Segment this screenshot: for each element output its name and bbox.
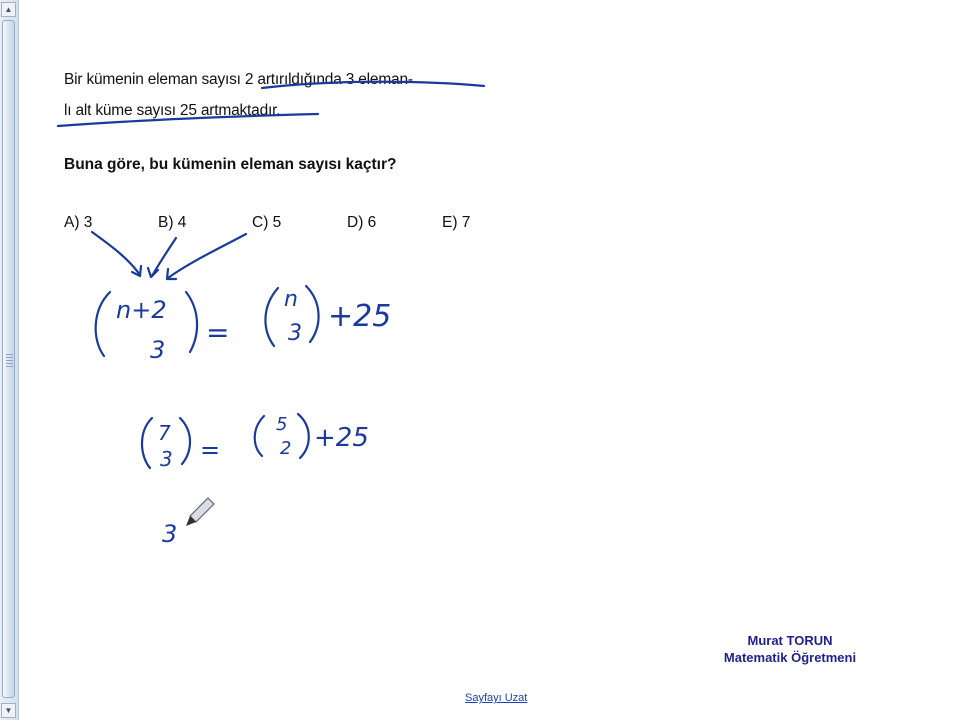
- scroll-down-arrow-icon[interactable]: ▼: [1, 703, 16, 718]
- underline-stroke-1: [262, 82, 484, 88]
- hw-line2-equals: =: [200, 436, 221, 464]
- choice-b: B) 4: [158, 214, 187, 231]
- arrow-b: [152, 238, 176, 276]
- arrow-a: [92, 232, 140, 275]
- hw-line2-right-top: 5: [276, 414, 288, 435]
- hw-line1-left-bottom: 3: [150, 336, 166, 364]
- hw-line1-left-top: n+2: [116, 296, 167, 324]
- hw-line1-right-bottom: 3: [288, 321, 302, 346]
- paren-right-1b: [306, 286, 319, 342]
- hw-line2-left-bottom: 3: [160, 447, 173, 471]
- paren-right-1: [186, 292, 197, 352]
- hw-line3: 3: [162, 520, 178, 548]
- paren-left-1b: [265, 288, 278, 346]
- hw-line2-right-bottom: 2: [280, 438, 292, 459]
- hw-line1-right-top: n: [284, 287, 298, 312]
- paren-left-2: [142, 418, 152, 468]
- author-name: Murat TORUN: [747, 633, 833, 648]
- author-block: [700, 632, 880, 666]
- hw-line2-plus: +25: [314, 423, 369, 453]
- question-line-2: lı alt küme sayısı 25 artmaktadır.: [64, 102, 281, 119]
- choice-e: E) 7: [442, 214, 471, 231]
- hw-line1-plus: +25: [328, 299, 392, 334]
- pen-cursor-icon: [186, 498, 214, 526]
- paren-right-2b: [298, 414, 309, 458]
- author-title: Matematik Öğretmeni: [723, 650, 857, 665]
- paren-right-2: [180, 418, 190, 464]
- scroll-up-arrow-icon[interactable]: ▲: [1, 2, 16, 17]
- question-prompt: Buna göre, bu kümenin eleman sayısı kaçtır?: [64, 156, 397, 173]
- choice-a: A) 3: [64, 214, 93, 231]
- choice-c: C) 5: [252, 214, 282, 231]
- hw-line2-left-top: 7: [158, 421, 171, 445]
- expand-page-link[interactable]: Sayfayı Uzat: [465, 692, 528, 704]
- arrow-c: [168, 234, 246, 278]
- hw-line1-equals: =: [206, 316, 230, 349]
- underline-stroke-2: [58, 114, 318, 126]
- choice-d: D) 6: [347, 214, 377, 231]
- paren-left-2b: [255, 416, 264, 456]
- question-line-1: Bir kümenin eleman sayısı 2 artırıldığında 3 eleman-: [64, 71, 413, 88]
- paren-left-1: [96, 292, 110, 356]
